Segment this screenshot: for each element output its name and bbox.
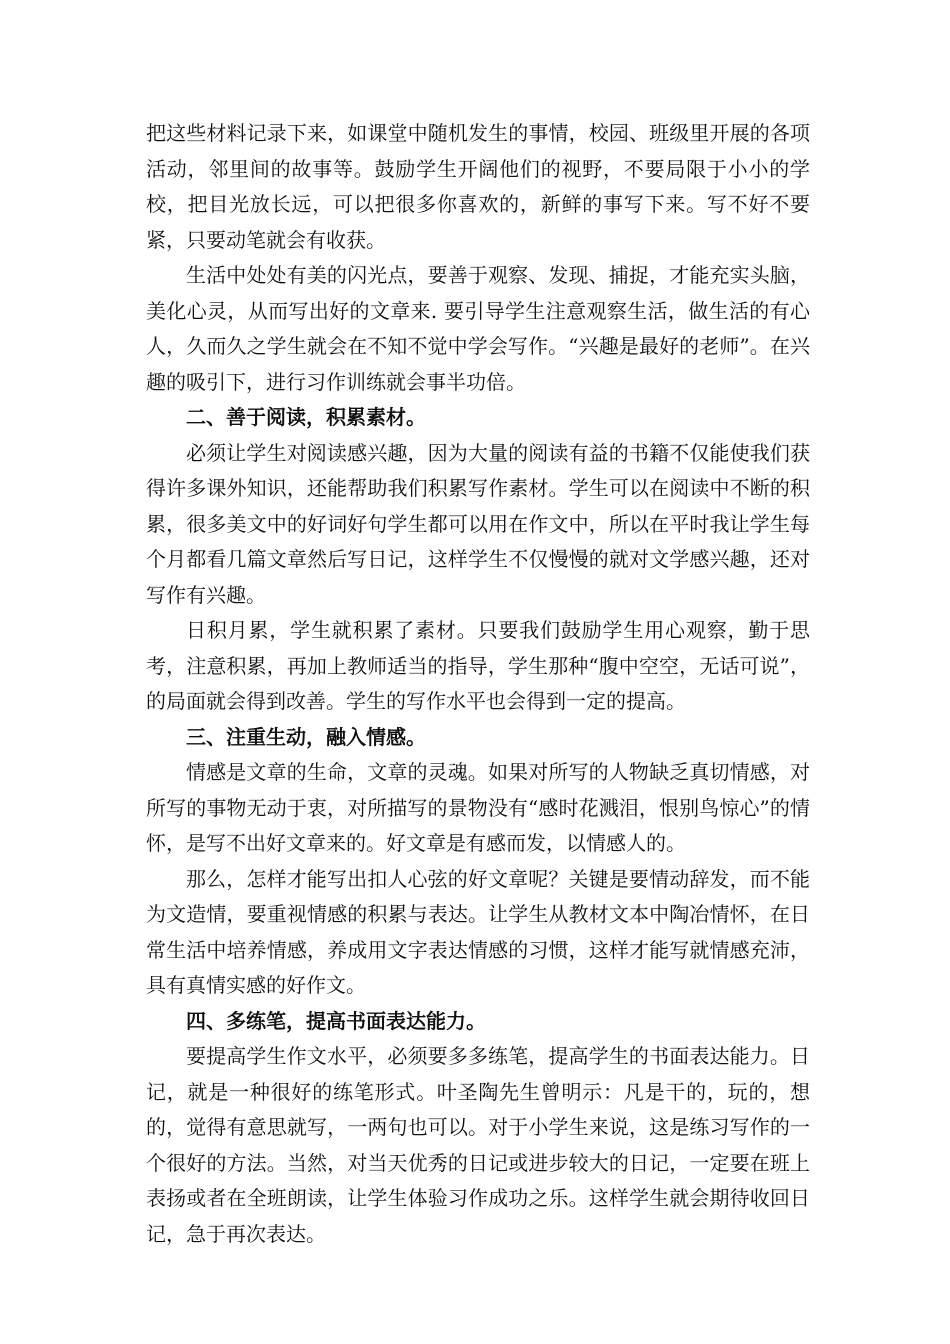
- section-heading-reading: 二、善于阅读，积累素材。: [186, 405, 426, 429]
- paragraph: 生活中处处有美的闪光点，要善于观察、发现、捕捉，才能充实头脑，美化心灵，从而写出好的文章来. 要引导学生注意观察生活，做生活的有心人，久而久之学生就会在不知不觉中学会写作。“兴趣是最好的老师”。在兴趣的吸引下，进行习作训练就会事半功倍。: [146, 263, 810, 394]
- document-body: [146, 116, 810, 1252]
- paragraph-continued: 把这些材料记录下来，如课堂中随机发生的事情，校园、班级里开展的各项活动，邻里间的故事等。鼓励学生开阔他们的视野，不要局限于小小的学校，把目光放长远，可以把很多你喜欢的，新鲜的事写下来。写不好不要紧，只要动笔就会有收获。: [146, 121, 810, 252]
- paragraph: 情感是文章的生命，文章的灵魂。如果对所写的人物缺乏真切情感，对所写的事物无动于衷，对所描写的景物没有“感时花溅泪，恨别鸟惊心”的情怀，是写不出好文章来的。好文章是有感而发，以情感人的。: [146, 760, 810, 855]
- paragraph: 要提高学生作文水平，必须要多多练笔，提高学生的书面表达能力。日记，就是一种很好的练笔形式。叶圣陶先生曾明示：凡是干的，玩的，想的，觉得有意思就写，一两句也可以。对于小学生来说，这是练习写作的一个很好的方法。当然，对当天优秀的日记或进步较大的日记，一定要在班上表扬或者在全班朗读，让学生体验习作成功之乐。这样学生就会期待收回日记，急于再次表达。: [146, 1044, 810, 1246]
- section-heading-practice: 四、多练笔，提高书面表达能力。: [186, 1008, 486, 1033]
- paragraph: 那么，怎样才能写出扣人心弦的好文章呢？关键是要情动辞发，而不能为文造情，要重视情感的积累与表达。让学生从教材文本中陶冶情怀，在日常生活中培养情感，养成用文字表达情感的习惯，这样才能写就情感充沛，具有真情实感的好作文。: [146, 866, 810, 997]
- section-heading-emotion: 三、注重生动，融入情感。: [186, 724, 426, 749]
- paragraph: 日积月累，学生就积累了素材。只要我们鼓励学生用心观察，勤于思考，注意积累，再加上教师适当的指导，学生那种“腹中空空，无话可说”，的局面就会得到改善。学生的写作水平也会得到一定的提高。: [146, 618, 810, 713]
- paragraph: 必须让学生对阅读感兴趣，因为大量的阅读有益的书籍不仅能使我们获得许多课外知识，还能帮助我们积累写作素材。学生可以在阅读中不断的积累，很多美文中的好词好句学生都可以用在作文中，所以在平时我让学生每个月都看几篇文章然后写日记，这样学生不仅慢慢的就对文学感兴趣，还对写作有兴趣。: [146, 440, 810, 607]
